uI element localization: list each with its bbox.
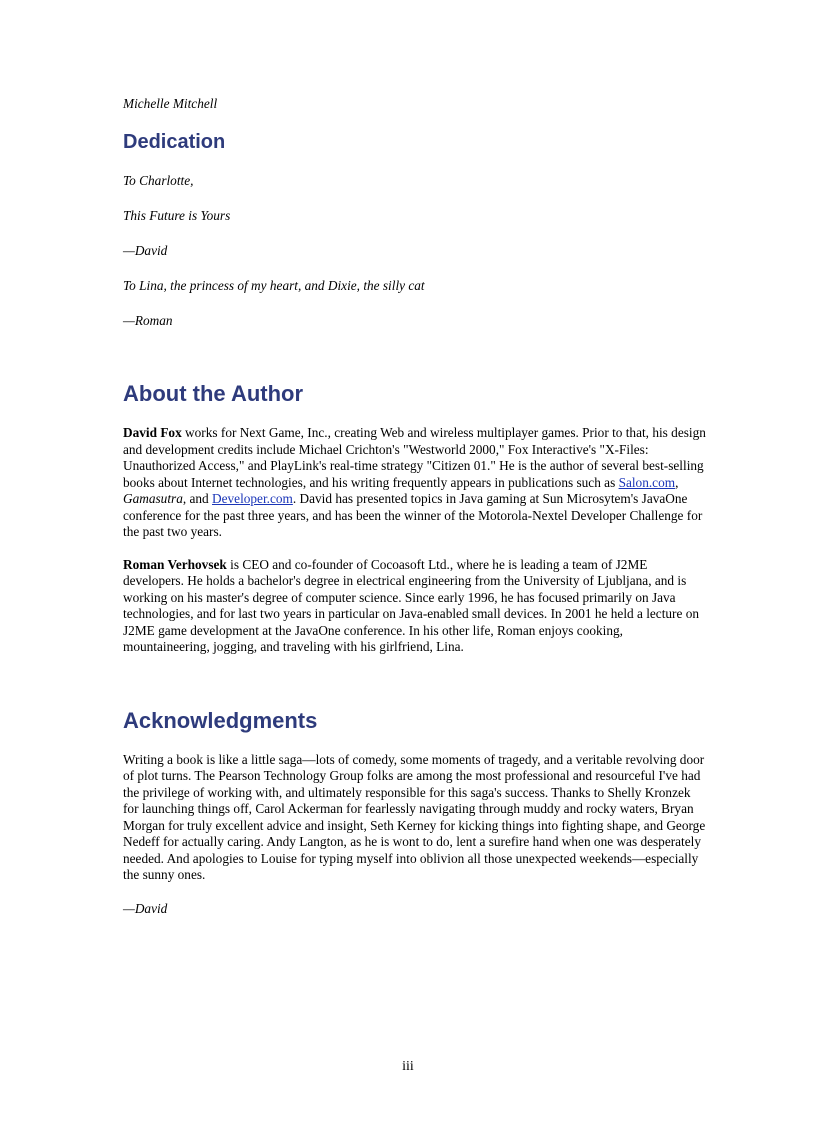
salon-link[interactable]: Salon.com bbox=[618, 474, 676, 490]
bio-text: , and bbox=[182, 491, 213, 506]
author-name-fox: David Fox bbox=[123, 425, 182, 440]
dedication-line: This Future is Yours bbox=[123, 208, 231, 223]
bio-text: . David has presented topics in Java gaming at Sun Microsytem's JavaOne conference for the past three years, and has been the winner of the Motorola-Nextel Developer Challenge for the past two years. bbox=[123, 491, 703, 539]
publication-title: Gamasutra bbox=[123, 491, 183, 506]
bio-text: , bbox=[675, 474, 679, 490]
page-number: iii bbox=[402, 1059, 414, 1074]
dedication-heading: Dedication bbox=[123, 131, 226, 153]
acknowledgments-text: Writing a book is like a little saga—lots of comedy, some moments of tragedy, and a veritable revolving door of plot turns. The Pearson Technology Group folks are among the most professional and resourceful I've had the privilege of working with, and ultimately responsible for this saga's success. Thanks to Shelly Kronzek for launching things off, Carol Ackerman for fearlessly navigating through muddy and rocky waters, Bryan Morgan for truly excellent advice and insight, Seth Kerney for kicking things into fighting shape, and George Nedeff for actually caring. Andy Langton, as he is wont to do, lent a surefire hand when one was desperately needed. And apologies to Louise for typing myself into oblivion all those unexpected weekends—especially the sunny ones. bbox=[123, 751, 706, 882]
dedication-signature: —David bbox=[123, 243, 168, 258]
developer-link[interactable]: Developer.com bbox=[212, 491, 293, 506]
bio-text: is CEO and co-founder of Cocoasoft Ltd., where he is leading a team of J2ME developers. He holds a bachelor's degree in electrical engineering from the University of Ljubljana, and is working on his master's degree of computer science. Since early 1996, he has focused primarily on Java technologies, and for last two years in particular on Java-enabled small devices. In 2001 he held a lecture on J2ME game development at the JavaOne conference. In his other life, Roman enjoys cooking, mountaineering, jogging, and traveling with his girlfriend, Lina. bbox=[123, 556, 699, 654]
author-bio-verhovsek bbox=[123, 557, 708, 656]
dedication-line: To Lina, the princess of my heart, and Dixie, the silly cat bbox=[123, 278, 425, 293]
bio-text: works for Next Game, Inc., creating Web and wireless multiplayer games. Prior to that, his design and development credits include Michael Crichton's "Westworld 2000," Fox Interactive's "X-Files: Unauthorized Access," and PlayLink's real-time strategy "Citizen 01." He is the author of several best-selling books about Internet technologies, and his writing frequently appears in publications such as bbox=[123, 425, 706, 490]
credit-line: Michelle Mitchell bbox=[123, 96, 218, 111]
acknowledgments-signoff: —David bbox=[123, 900, 168, 916]
author-name-verhovsek: Roman Verhovsek bbox=[123, 556, 227, 572]
dedication-signature: —Roman bbox=[123, 313, 173, 328]
acknowledgments-heading: Acknowledgments bbox=[123, 707, 318, 733]
dedication-line: To Charlotte, bbox=[123, 173, 194, 188]
about-author-heading: About the Author bbox=[123, 381, 304, 406]
page-content bbox=[123, 95, 708, 917]
author-bio-fox bbox=[123, 425, 708, 541]
